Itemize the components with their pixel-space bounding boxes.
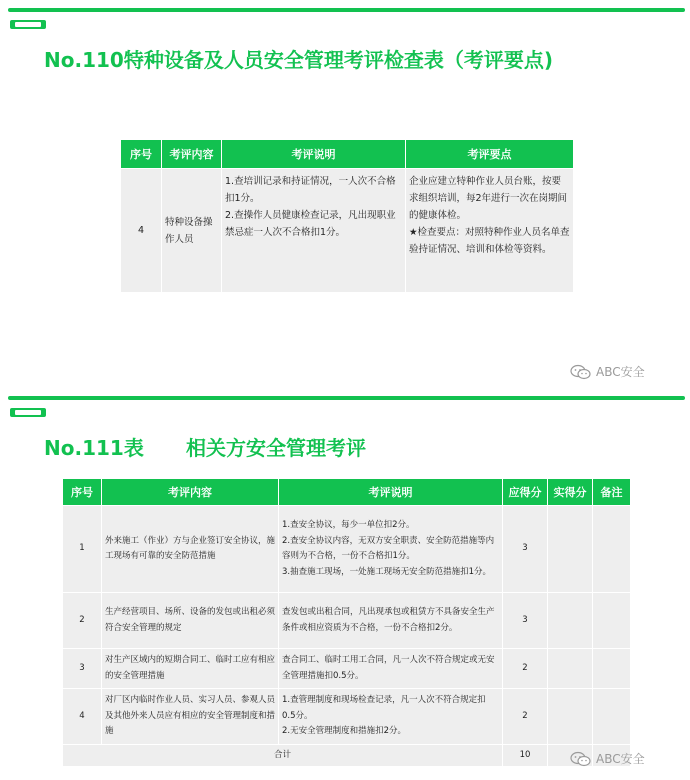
col-header-content: 考评内容 xyxy=(102,479,279,506)
cell-total-score: 10 xyxy=(503,745,548,767)
cell-score: 2 xyxy=(503,649,548,689)
table-row xyxy=(63,689,631,745)
desc-line: 1.查培训记录和持证情况，一人次不合格扣1分。 xyxy=(225,176,396,204)
desc-line: 2.查安全协议内容，无双方安全职责、安全防范措施等内容则为不合格，一份不合格扣1分。 xyxy=(282,535,495,561)
col-header-content: 考评内容 xyxy=(162,140,222,169)
watermark-text: ABC安全 xyxy=(596,365,645,379)
cell-score: 2 xyxy=(503,689,548,745)
page-title: 相关方安全管理考评 xyxy=(186,436,366,460)
desc-line: 2.无安全管理制度和措施扣2分。 xyxy=(282,726,407,737)
top-accent-line xyxy=(8,8,685,12)
desc-line: 查合同工、临时工用工合同，凡一人次不符合规定或无安全管理措施扣0.5分。 xyxy=(282,655,495,681)
col-header-actual: 实得分 xyxy=(548,479,593,506)
cell-no: 2 xyxy=(63,593,102,649)
col-header-score: 应得分 xyxy=(503,479,548,506)
page-title: No.110特种设备及人员安全管理考评检查表（考评要点) xyxy=(44,48,553,72)
cell-actual xyxy=(548,506,593,593)
table-header-row xyxy=(121,140,574,169)
cell-no: 4 xyxy=(63,689,102,745)
cell-content: 外来施工（作业）方与企业签订安全协议，施工现场有可靠的安全防范措施 xyxy=(102,506,279,593)
desc-line: 查发包或出租合同，凡出现承包或租赁方不具备安全生产条件或相应资质为不合格，一份不合格扣2分。 xyxy=(282,607,495,633)
cell-content: 对厂区内临时作业人员、实习人员、参观人员及其他外来人员应有相应的安全管理制度和措施 xyxy=(102,689,279,745)
col-header-points: 考评要点 xyxy=(406,140,574,169)
accent-tab xyxy=(10,408,46,417)
accent-tab xyxy=(10,20,46,29)
cell-no: 3 xyxy=(63,649,102,689)
col-header-desc: 考评说明 xyxy=(279,479,503,506)
cell-content: 特种设备操作人员 xyxy=(162,169,222,293)
table-header-row xyxy=(63,479,631,506)
col-header-desc: 考评说明 xyxy=(222,140,406,169)
cell-desc xyxy=(279,506,503,593)
cell-content: 对生产区域内的短期合同工、临时工应有相应的安全管理措施 xyxy=(102,649,279,689)
points-line: ★检查要点：对照特种作业人员名单查验持证情况、培训和体检等资料。 xyxy=(409,227,570,255)
table-row xyxy=(63,593,631,649)
cell-actual xyxy=(548,593,593,649)
inspection-table-111 xyxy=(62,478,631,767)
wechat-icon xyxy=(570,364,592,380)
points-line: 企业应建立特种作业人员台账，按要求组织培训，每2年进行一次在岗期间的健康体检。 xyxy=(409,176,568,221)
slide-111 xyxy=(0,392,690,780)
top-accent-line xyxy=(8,396,685,400)
desc-line: 3.抽查施工现场，一处施工现场无安全防范措施扣1分。 xyxy=(282,566,492,577)
watermark xyxy=(570,750,645,767)
cell-desc xyxy=(279,593,503,649)
cell-note xyxy=(593,649,631,689)
watermark-text: ABC安全 xyxy=(596,752,645,766)
cell-desc xyxy=(279,689,503,745)
page-title-no: No.111表 xyxy=(44,436,144,460)
col-header-no: 序号 xyxy=(121,140,162,169)
table-row xyxy=(63,506,631,593)
cell-actual xyxy=(548,689,593,745)
cell-no: 1 xyxy=(63,506,102,593)
wechat-icon xyxy=(570,751,592,767)
cell-note xyxy=(593,506,631,593)
watermark xyxy=(570,363,645,380)
cell-content: 生产经营项目、场所、设备的发包或出租必须符合安全管理的规定 xyxy=(102,593,279,649)
cell-score: 3 xyxy=(503,593,548,649)
col-header-note: 备注 xyxy=(593,479,631,506)
inspection-table-110 xyxy=(120,139,574,293)
cell-no: 4 xyxy=(121,169,162,293)
cell-note xyxy=(593,593,631,649)
table-row xyxy=(121,169,574,293)
cell-score: 3 xyxy=(503,506,548,593)
desc-line: 1.查安全协议，每少一单位扣2分。 xyxy=(282,520,415,530)
cell-note xyxy=(593,689,631,745)
table-row xyxy=(63,649,631,689)
cell-points xyxy=(406,169,574,293)
cell-desc xyxy=(222,169,406,293)
cell-actual xyxy=(548,649,593,689)
desc-line: 1.查管理制度和现场检查记录，凡一人次不符合规定扣0.5分。 xyxy=(282,695,486,721)
cell-total-label: 合计 xyxy=(63,745,503,767)
table-total-row xyxy=(63,745,631,767)
desc-line: 2.查操作人员健康检查记录，凡出现职业禁忌症一人次不合格扣1分。 xyxy=(225,210,396,238)
col-header-no: 序号 xyxy=(63,479,102,506)
cell-desc xyxy=(279,649,503,689)
